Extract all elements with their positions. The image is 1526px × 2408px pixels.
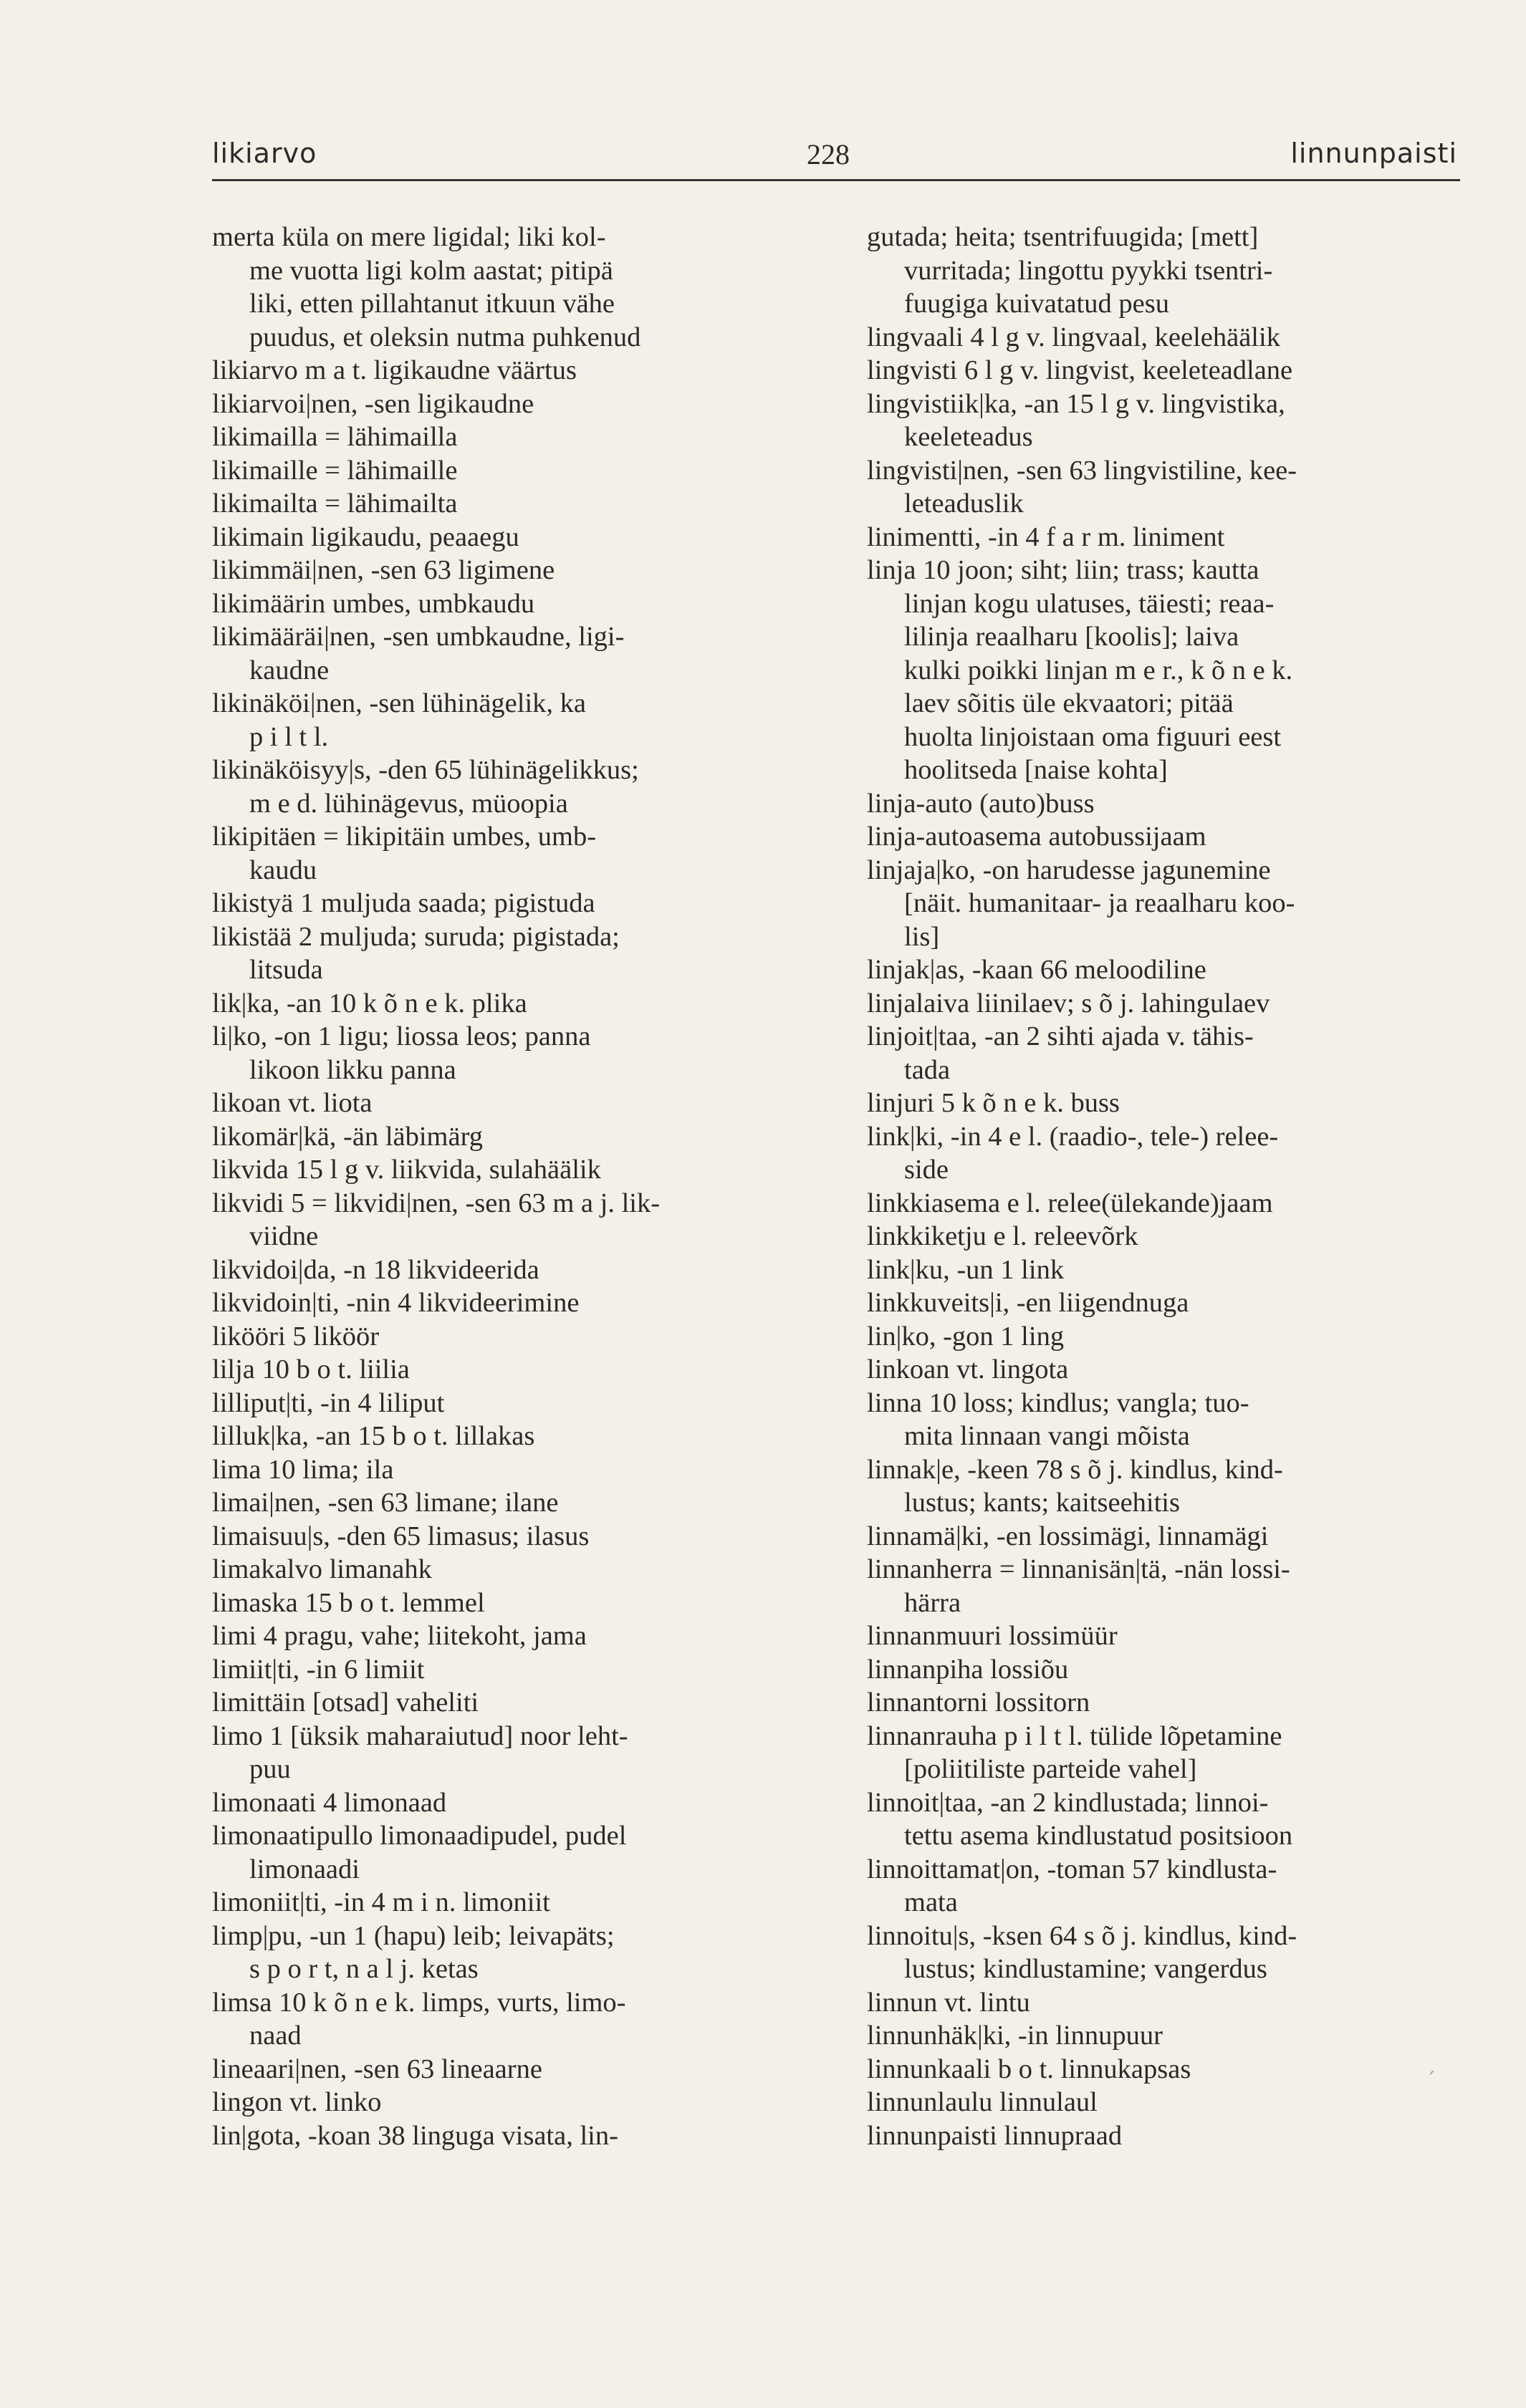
entry-line: linimentti, -in 4 f a r m. liniment [867, 521, 1225, 552]
entry-line: likööri 5 liköör [212, 1321, 380, 1352]
entry-line: puudus, et oleksin nutma puhkenud [249, 322, 641, 352]
entry-line: li|ko, -on 1 ligu; liossa leos; panna [212, 1021, 591, 1051]
entry-line: linnoittamat|on, -toman 57 kindlusta- [867, 1854, 1277, 1884]
entry-line: linjalaiva liinilaev; s õ j. lahingulaev [867, 988, 1270, 1018]
entry-line: tada [904, 1054, 951, 1085]
entry-line: linja-autoasema autobussijaam [867, 822, 1206, 852]
entry-line: kaudu [249, 854, 317, 885]
entry-line: linnunhäk|ki, -in linnupuur [867, 2021, 1163, 2051]
entry-line: [näit. humanitaar- ja reaalharu koo- [904, 888, 1295, 918]
entry-line: limp|pu, -un 1 (hapu) leib; leivapäts; [212, 1920, 615, 1951]
entry-line: likinäköisyy|s, -den 65 lühinägelikkus; [212, 755, 639, 785]
entry-line: linjoit|taa, -an 2 sihti ajada v. tähis- [867, 1021, 1254, 1051]
entry-line: tettu asema kindlustatud positsioon [904, 1821, 1293, 1851]
entry-line: likvidi 5 = likvidi|nen, -sen 63 m a j. lik- [212, 1188, 661, 1218]
entry-line: limoniit|ti, -in 4 m i n. limoniit [212, 1887, 550, 1917]
entry-line: m e d. lühinägevus, müoopia [249, 788, 568, 819]
entry-line: likvidoin|ti, -nin 4 likvideerimine [212, 1288, 580, 1318]
entry-line: likimäärin umbes, umbkaudu [212, 588, 535, 619]
page-number: 228 [807, 138, 850, 170]
entry-line: likoon likku panna [249, 1054, 456, 1085]
entry-line: linnak|e, -keen 78 s õ j. kindlus, kind- [867, 1454, 1283, 1485]
entry-line: hoolitseda [naise kohta] [904, 755, 1168, 785]
entry-line: mita linnaan vangi mõista [904, 1421, 1190, 1451]
header-rule [212, 179, 1460, 181]
entry-line: limi 4 pragu, vahe; liitekoht, jama [212, 1621, 587, 1651]
entry-line: likimaille = lähimaille [212, 455, 458, 486]
entry-line: likimmäi|nen, -sen 63 ligimene [212, 555, 555, 585]
entry-line: likistää 2 muljuda; suruda; pigistada; [212, 921, 620, 952]
entry-line: linnantorni lossitorn [867, 1687, 1090, 1718]
page-header [212, 138, 1457, 180]
entry-line: [poliitiliste parteide vahel] [904, 1754, 1197, 1784]
entry-line: linnanrauha p i l t l. tülide lõpetamine [867, 1720, 1282, 1751]
entry-line: lima 10 lima; ila [212, 1454, 394, 1485]
entry-line: fuugiga kuivatatud pesu [904, 289, 1169, 319]
entry-line: likimain ligikaudu, peaaegu [212, 521, 519, 552]
entry-line: likimailla = lähimailla [212, 422, 458, 452]
entry-line: linjan kogu ulatuses, täiesti; reaa- [904, 588, 1275, 619]
entry-line: laev sõitis üle ekvaatori; pitää [904, 688, 1234, 718]
entry-line: linkkuveits|i, -en liigendnuga [867, 1288, 1189, 1318]
entry-line: liki, etten pillahtanut itkuun vähe [249, 289, 615, 319]
right-column [867, 221, 1466, 2152]
entry-line: lilinja reaalharu [koolis]; laiva [904, 622, 1239, 652]
entry-line: limonaadi [249, 1854, 360, 1884]
entry-line: likimailta = lähimailta [212, 488, 458, 519]
entry-line: side [904, 1155, 949, 1185]
entry-line: likiarvo m a t. ligikaudne väärtus [212, 355, 577, 385]
entry-line: lik|ka, -an 10 k õ n e k. plika [212, 988, 527, 1018]
entry-line: lingon vt. linko [212, 2087, 382, 2117]
entry-line: lingvisti 6 l g v. lingvist, keeleteadlane [867, 355, 1293, 385]
entry-line: linnanmuuri lossimüür [867, 1621, 1118, 1651]
entry-line: likistyä 1 muljuda saada; pigistuda [212, 888, 595, 918]
entry-line: linnunkaali b o t. linnukapsas [867, 2053, 1191, 2084]
entry-line: p i l t l. [249, 721, 329, 752]
entry-line: limai|nen, -sen 63 limane; ilane [212, 1488, 559, 1518]
entry-line: limaisuu|s, -den 65 limasus; ilasus [212, 1521, 590, 1551]
entry-line: mata [904, 1887, 958, 1917]
entry-line: lineaari|nen, -sen 63 lineaarne [212, 2053, 542, 2084]
entry-line: link|ki, -in 4 e l. (raadio-, tele-) relee- [867, 1121, 1279, 1152]
entry-line: likomär|kä, -än läbimärg [212, 1121, 483, 1152]
entry-line: viidne [249, 1221, 319, 1251]
stray-mark: ´ [1426, 2069, 1436, 2092]
entry-line: lustus; kants; kaitseehitis [904, 1488, 1180, 1518]
entry-line: likvida 15 l g v. liikvida, sulahäälik [212, 1155, 601, 1185]
entry-line: linnoitu|s, -ksen 64 s õ j. kindlus, kind- [867, 1920, 1297, 1951]
entry-line: me vuotta ligi kolm aastat; pitipä [249, 255, 613, 286]
entry-line: huolta linjoistaan oma figuuri eest [904, 721, 1282, 752]
running-head-left: likiarvo [212, 138, 317, 169]
entry-line: limonaati 4 limonaad [212, 1787, 447, 1818]
entry-line: s p o r t, n a l j. ketas [249, 1954, 479, 1984]
entry-line: linjak|as, -kaan 66 meloodiline [867, 955, 1206, 985]
entry-line: likinäköi|nen, -sen lühinägelik, ka [212, 688, 586, 718]
entry-line: limittäin [otsad] vaheliti [212, 1687, 479, 1718]
entry-line: lingvaali 4 l g v. lingvaal, keelehäälik [867, 322, 1280, 352]
entry-line: merta küla on mere ligidal; liki kol- [212, 222, 606, 252]
running-head-right: linnunpaisti [1290, 138, 1457, 169]
entry-line: linkoan vt. lingota [867, 1354, 1069, 1384]
entry-line: linja-auto (auto)buss [867, 788, 1095, 819]
left-column [212, 221, 807, 2152]
entry-line: linnoit|taa, -an 2 kindlustada; linnoi- [867, 1787, 1269, 1818]
entry-line: linnamä|ki, -en lossimägi, linnamägi [867, 1521, 1269, 1551]
entry-line: lilluk|ka, -an 15 b o t. lillakas [212, 1421, 535, 1451]
entry-line: likipitäen = likipitäin umbes, umb- [212, 822, 597, 852]
entry-line: vurritada; lingottu pyykki tsentri- [904, 255, 1273, 286]
entry-line: linjuri 5 k õ n e k. buss [867, 1088, 1120, 1118]
entry-line: limo 1 [üksik maharaiutud] noor leht- [212, 1720, 628, 1751]
entry-line: litsuda [249, 955, 323, 985]
entry-line: lis] [904, 921, 940, 952]
entry-line: limsa 10 k õ n e k. limps, vurts, limo- [212, 1987, 626, 2018]
entry-line: limaska 15 b o t. lemmel [212, 1587, 485, 1618]
entry-line: linja 10 joon; siht; liin; trass; kautta [867, 555, 1259, 585]
entry-line: linjaja|ko, -on harudesse jagunemine [867, 854, 1271, 885]
entry-line: limiit|ti, -in 6 limiit [212, 1654, 425, 1685]
entry-line: kaudne [249, 655, 330, 685]
entry-line: likvidoi|da, -n 18 likvideerida [212, 1254, 539, 1285]
entry-line: keeleteadus [904, 422, 1033, 452]
entry-line: likiarvoi|nen, -sen ligikaudne [212, 388, 534, 419]
entry-line: naad [249, 2021, 302, 2051]
entry-line: linnanherra = linnanisän|tä, -nän lossi- [867, 1554, 1290, 1584]
entry-line: limonaatipullo limonaadipudel, pudel [212, 1821, 627, 1851]
entry-line: likoan vt. liota [212, 1088, 373, 1118]
entry-line: linna 10 loss; kindlus; vangla; tuo- [867, 1387, 1249, 1418]
entry-line: härra [904, 1587, 961, 1618]
entry-line: lin|gota, -koan 38 linguga visata, lin- [212, 2120, 618, 2151]
entry-line: linkkiasema e l. relee(ülekande)jaam [867, 1188, 1273, 1218]
entry-line: likimääräi|nen, -sen umbkaudne, ligi- [212, 622, 625, 652]
entry-line: lin|ko, -gon 1 ling [867, 1321, 1065, 1352]
entry-line: linnunpaisti linnupraad [867, 2120, 1123, 2151]
entry-line: puu [249, 1754, 291, 1784]
entry-line: leteaduslik [904, 488, 1024, 519]
entry-line: lilja 10 b o t. liilia [212, 1354, 410, 1384]
entry-line: gutada; heita; tsentrifuugida; [mett] [867, 222, 1259, 252]
entry-line: lingvisti|nen, -sen 63 lingvistiline, kee- [867, 455, 1297, 486]
entry-line: linnunlaulu linnulaul [867, 2087, 1098, 2117]
entry-line: linnun vt. lintu [867, 1987, 1030, 2018]
entry-line: lustus; kindlustamine; vangerdus [904, 1954, 1267, 1984]
entry-line: linkkiketju e l. releevõrk [867, 1221, 1138, 1251]
entry-line: link|ku, -un 1 link [867, 1254, 1065, 1285]
entry-line: kulki poikki linjan m e r., k õ n e k. [904, 655, 1293, 685]
entry-line: linnanpiha lossiõu [867, 1654, 1069, 1685]
entry-line: limakalvo limanahk [212, 1554, 432, 1584]
entry-line: lingvistiik|ka, -an 15 l g v. lingvistika, [867, 388, 1285, 419]
entry-line: lilliput|ti, -in 4 liliput [212, 1387, 445, 1418]
